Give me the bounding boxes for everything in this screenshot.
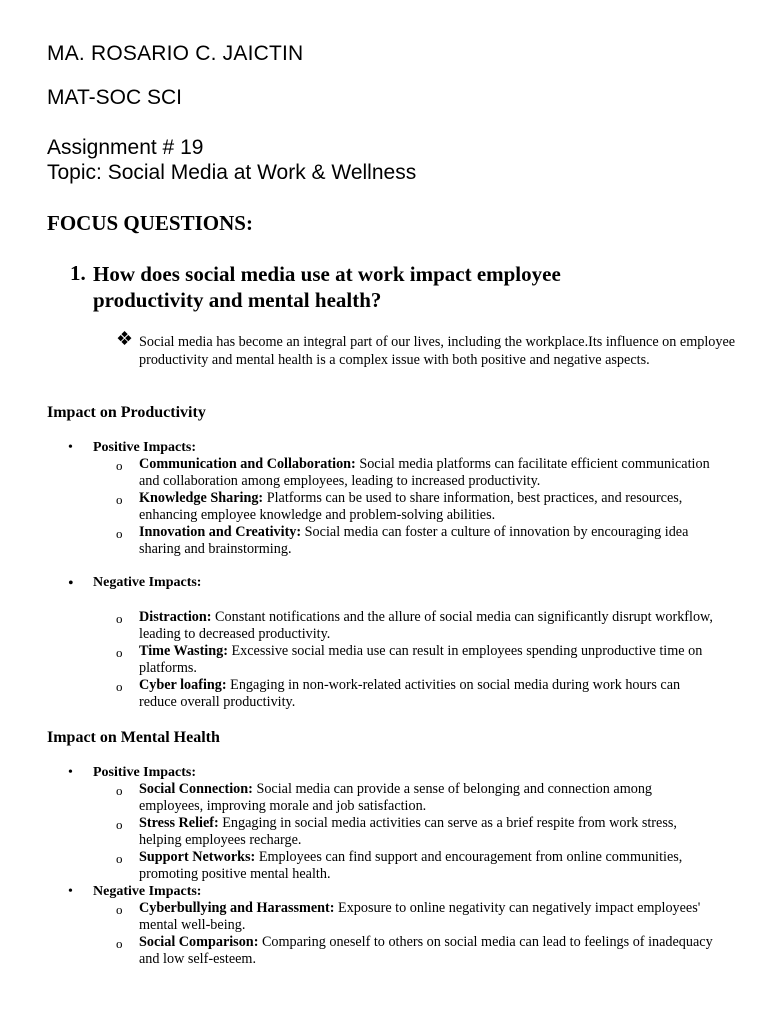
item-text: Social media can foster a culture of innovation by encouraging idea sharing and brainstorming. bbox=[139, 524, 689, 557]
bullet-icon: • bbox=[68, 575, 74, 592]
item-text: Social media can provide a sense of belonging and connection among employees, improving morale and job satisfaction. bbox=[139, 781, 653, 814]
question-text: How does social media use at work impact employee productivity and mental health? bbox=[93, 262, 561, 312]
item-term: Stress Relief: bbox=[139, 815, 219, 831]
item-term: Time Wasting: bbox=[139, 643, 228, 659]
author-name: MA. ROSARIO C. JAICTIN bbox=[47, 42, 304, 65]
item-text: Exposure to online negativity can negatively impact employees' mental well-being. bbox=[139, 900, 701, 933]
list-item bbox=[139, 900, 719, 934]
item-term: Communication and Collaboration: bbox=[139, 456, 356, 472]
list-item bbox=[139, 643, 719, 677]
positive-impacts-label: Positive Impacts: bbox=[93, 765, 197, 780]
assignment-topic: Topic: Social Media at Work & Wellness bbox=[47, 161, 417, 184]
sub-bullet-icon: o bbox=[116, 902, 123, 917]
list-item bbox=[139, 456, 719, 490]
item-text: Social media platforms can facilitate efficient communication and collaboration among employees, leading to increased productivity. bbox=[139, 456, 710, 489]
assignment-number: Assignment # 19 bbox=[47, 136, 204, 159]
list-item bbox=[139, 934, 719, 968]
sub-bullet-icon: o bbox=[116, 783, 123, 798]
item-text: Employees can find support and encouragement from online communities, promoting positive mental health. bbox=[139, 849, 683, 882]
positive-impacts-label: Positive Impacts: bbox=[93, 440, 197, 455]
sub-bullet-icon: o bbox=[116, 526, 123, 541]
item-term: Cyberbullying and Harassment: bbox=[139, 900, 335, 916]
item-term: Knowledge Sharing: bbox=[139, 490, 264, 506]
item-term: Distraction: bbox=[139, 609, 212, 625]
bullet-icon: • bbox=[68, 884, 73, 899]
list-item bbox=[139, 609, 719, 643]
sub-bullet-icon: o bbox=[116, 936, 123, 951]
list-item bbox=[139, 490, 719, 524]
course-name: MAT-SOC SCI bbox=[47, 86, 182, 109]
item-text: Engaging in social media activities can serve as a brief respite from work stress, helping employees recharge. bbox=[139, 815, 677, 848]
item-term: Cyber loafing: bbox=[139, 677, 227, 693]
item-text: Excessive social media use can result in employees spending unproductive time on platforms. bbox=[139, 643, 703, 676]
item-term: Social Comparison: bbox=[139, 934, 259, 950]
item-text: Comparing oneself to others on social media can lead to feelings of inadequacy and low self-esteem. bbox=[139, 934, 713, 967]
list-item bbox=[139, 524, 719, 558]
diamond-bullet-icon: ❖ bbox=[116, 329, 134, 350]
bullet-icon: • bbox=[68, 440, 73, 455]
negative-impacts-label: Negative Impacts: bbox=[93, 575, 202, 590]
list-item bbox=[139, 781, 719, 815]
item-term: Social Connection: bbox=[139, 781, 253, 797]
list-item bbox=[139, 677, 719, 711]
item-term: Support Networks: bbox=[139, 849, 256, 865]
bullet-icon: • bbox=[68, 765, 73, 780]
sub-bullet-icon: o bbox=[116, 645, 123, 660]
list-item bbox=[139, 815, 719, 849]
item-text: Platforms can be used to share information, best practices, and resources, enhancing employee knowledge and problem-solving abilities. bbox=[139, 490, 683, 523]
sub-bullet-icon: o bbox=[116, 492, 123, 507]
sub-bullet-icon: o bbox=[116, 458, 123, 473]
section-heading-mental-health: Impact on Mental Health bbox=[47, 729, 220, 746]
sub-bullet-icon: o bbox=[116, 851, 123, 866]
sub-bullet-icon: o bbox=[116, 679, 123, 694]
item-term: Innovation and Creativity: bbox=[139, 524, 302, 540]
list-item bbox=[139, 849, 719, 883]
negative-impacts-label: Negative Impacts: bbox=[93, 884, 202, 899]
section-heading-productivity: Impact on Productivity bbox=[47, 404, 206, 421]
sub-bullet-icon: o bbox=[116, 817, 123, 832]
intro-paragraph: Social media has become an integral part of our lives, including the workplace.Its influence on employee productivity and mental health is a complex issue with both positive and negative aspects. bbox=[139, 334, 736, 368]
item-text: Engaging in non-work-related activities on social media during work hours can reduce overall productivity. bbox=[139, 677, 681, 710]
item-text: Constant notifications and the allure of social media can significantly disrupt workflow, leading to decreased productivity. bbox=[139, 609, 713, 642]
question-number: 1. bbox=[70, 261, 86, 285]
sub-bullet-icon: o bbox=[116, 611, 123, 626]
focus-questions-heading: FOCUS QUESTIONS: bbox=[47, 211, 253, 235]
